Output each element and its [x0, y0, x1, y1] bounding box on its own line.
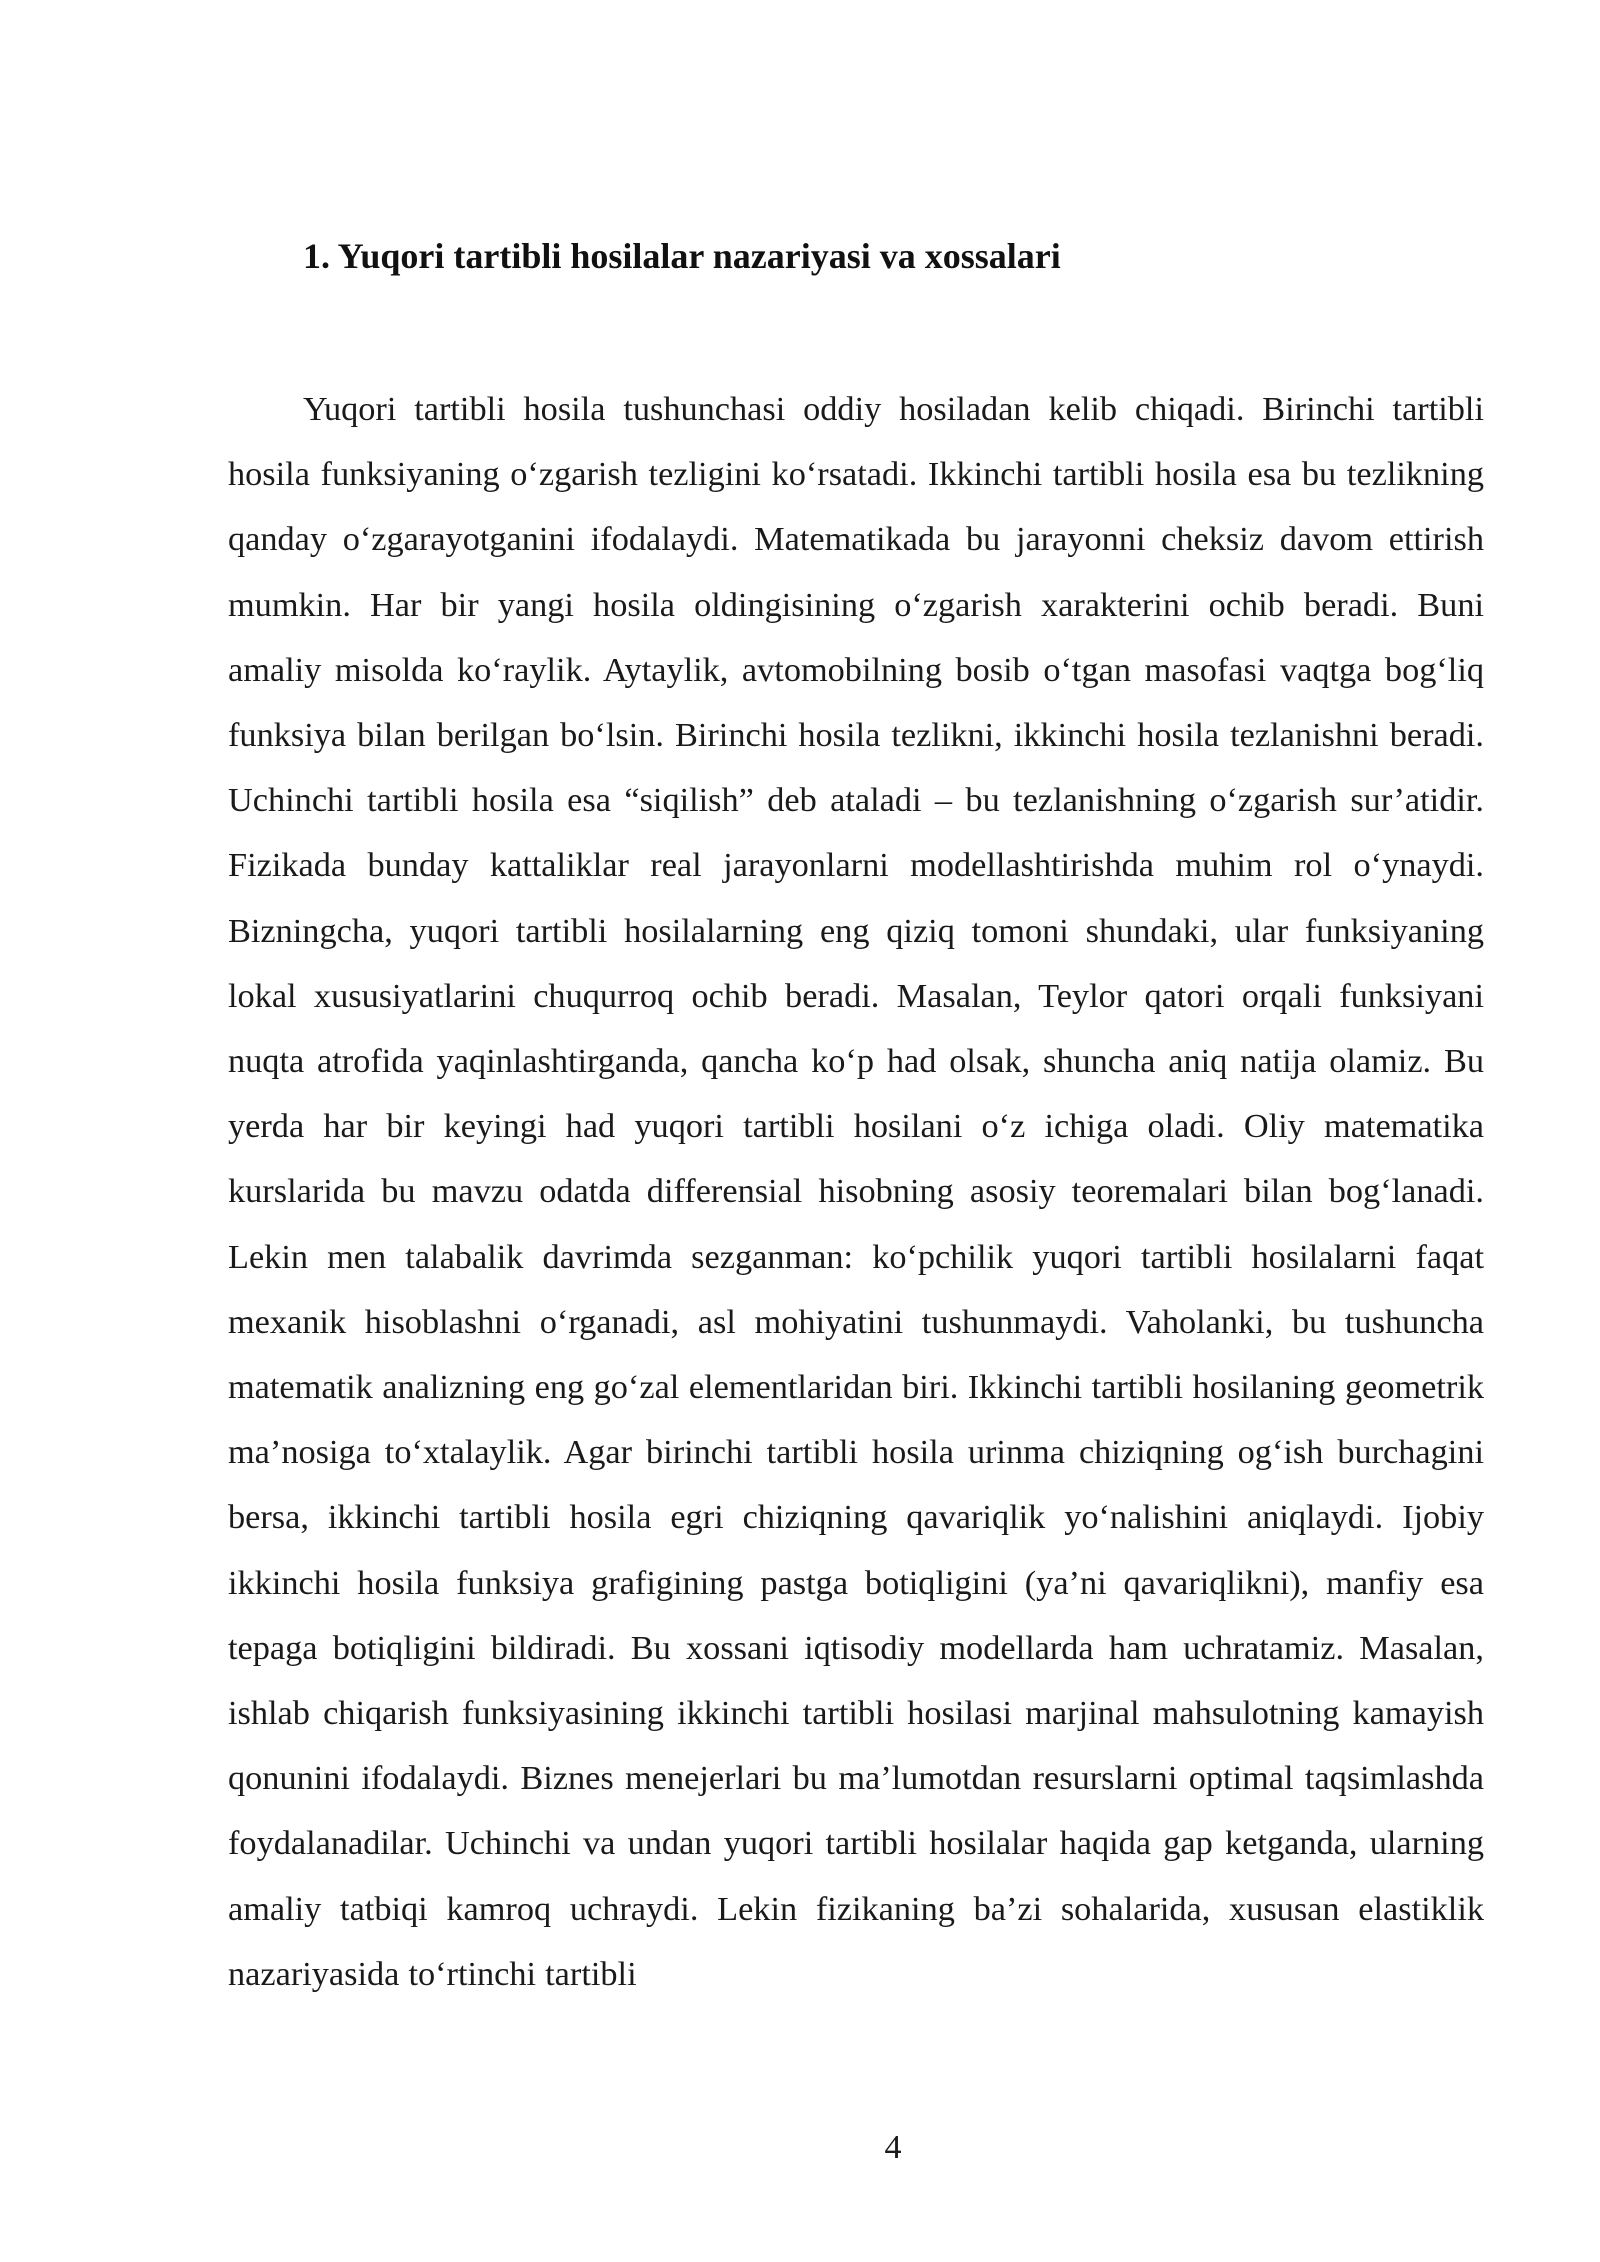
- body-paragraph: Yuqori tartibli hosila tushunchasi oddiy hosiladan kelib chiqadi. Birinchi tartibli hosila funksiyaning o‘zgarish tezligini ko‘rsatadi. Ikkinchi tartibli hosila esa bu tezlikning qanday o‘zgarayotganini ifodalaydi. Matematikada bu jarayonni cheksiz davom ettirish mumkin. Har bir yangi hosila oldingisining o‘zgarish xarakterini ochib beradi. Buni amaliy misolda ko‘raylik. Aytaylik, avtomobilning bosib o‘tgan masofasi vaqtga bog‘liq funksiya bilan berilgan bo‘lsin. Birinchi hosila tezlikni, ikkinchi hosila tezlanishni beradi. Uchinchi tartibli hosila esa “siqilish” deb ataladi – bu tezlanishning o‘zgarish sur’atidir. Fizikada bunday kattaliklar real jarayonlarni modellashtirishda muhim rol o‘ynaydi. Bizningcha, yuqori tartibli hosilalarning eng qiziq tomoni shundaki, ular funksiyaning lokal xususiyatlarini chuqurroq ochib beradi. Masalan, Teylor qatori orqali funksiyani nuqta atrofida yaqinlashtirganda, qancha ko‘p had olsak, shuncha aniq natija olamiz. Bu yerda har bir keyingi had yuqori tartibli hosilani o‘z ichiga oladi. Oliy matematika kurslarida bu mavzu odatda differensial hisobning asosiy teoremalari bilan bog‘lanadi. Lekin men talabalik davrimda sezganman: ko‘pchilik yuqori tartibli hosilalarni faqat mexanik hisoblashni o‘rganadi, asl mohiyatini tushunmaydi. Vaholanki, bu tushuncha matematik analizning eng go‘zal elementlaridan biri. Ikkinchi tartibli hosilaning geometrik ma’nosiga to‘xtalaylik. Agar birinchi tartibli hosila urinma chiziqning og‘ish burchagini bersa, ikkinchi tartibli hosila egri chiziqning qavariqlik yo‘nalishini aniqlaydi. Ijobiy ikkinchi hosila funksiya grafigining pastga botiqligini (ya’ni qavariqlikni), manfiy esa tepaga botiqligini bildiradi. Bu xossani iqtisodiy modellarda ham uchratamiz. Masalan, ishlab chiqarish funksiyasining ikkinchi tartibli hosilasi marjinal mahsulotning kamayish qonunini ifodalaydi. Biznes menejerlari bu ma’lumotdan resurslarni optimal taqsimlashda foydalanadilar. Uchinchi va undan yuqori tartibli hosilalar haqida gap ketganda, ularning amaliy tatbiqi kamroq uchraydi. Lekin fizikaning ba’zi sohalarida, xususan elastiklik nazariyasida to‘rtinchi tartibli: [228, 390, 1484, 1993]
- section-heading: 1. Yuqori tartibli hosilalar nazariyasi va xossalari: [303, 236, 1061, 276]
- page-number: 4: [884, 2129, 902, 2166]
